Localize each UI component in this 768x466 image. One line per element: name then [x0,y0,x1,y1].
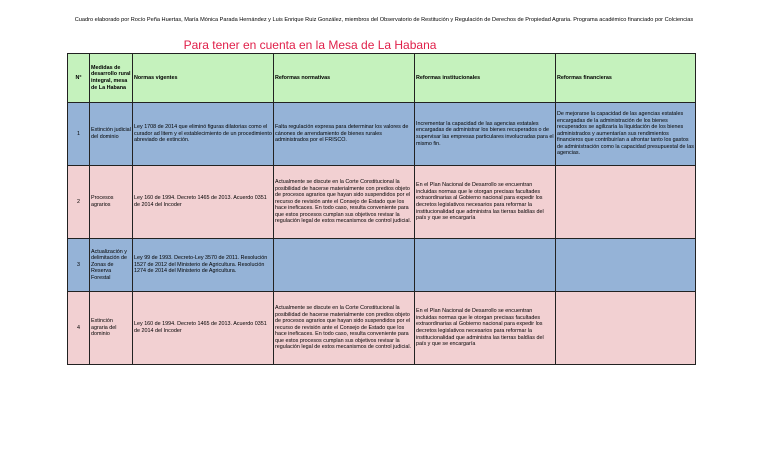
cell-num: 4 [68,292,90,365]
cell-medida: Extinción agraria del dominio [90,292,133,365]
cell-medida: Procesos agrarios [90,166,133,239]
header-normas-vigentes: Normas vigentes [133,54,274,103]
credit-line: Cuadro elaborado por Rocío Peña Huertas, María Mónica Parada Hernández y Luis Enrique Ruiz González, miembros del Observatorio de Restitución y Regulación de Derechos de Propiedad Agraria. Programa académico financiado por Colciencias [74,17,694,23]
cell-normativas: Actualmente se discute en la Corte Constitucional la posibilidad de hacerse materialmente con predios objeto de procesos agrarios que hayan sido suspendidos por el recurso de revisión ante el Consejo de Estado que los hace ineficaces. En todo caso, resulta conveniente para que estos procesos cumplan sus objetivos revisar la regulación legal de estos mecanismos de control judicial. [274,292,415,365]
cell-normativas [274,239,415,292]
table-row [68,292,696,365]
table-row [68,239,696,292]
header-medidas: Medidas de desarrollo rural integral, mesa de La Habana [90,54,133,103]
table-row [68,103,696,166]
table-header-row [68,54,696,103]
page-title: Para tener en cuenta en la Mesa de La Habana [183,38,437,52]
cell-financieras: De mejorarse la capacidad de las agencias estatales encargadas de la administración de los bienes recuperados se agilizaría la liquidación de los bienes administrados y aumentarían sus rendimientos financieros que contribuirían a afrontar tanto los gastos de administración como la capacidad presupuestal de las agencias. [556,103,696,166]
cell-medida: Actualización y delimitación de Zonas de Reserva Forestal [90,239,133,292]
cell-normativas: Actualmente se discute en la Corte Constitucional la posibilidad de hacerse materialmente con predios objeto de procesos agrarios que hayan sido suspendidos por el recurso de revisión ante el Consejo de Estado que los hace ineficaces. En todo caso, resulta conveniente para que estos procesos cumplan sus objetivos revisar la regulación legal de estos mecanismos de control judicial. [274,166,415,239]
cell-medida: Extinción judicial del dominio [90,103,133,166]
header-num: N° [68,54,90,103]
cell-institucionales: Incrementar la capacidad de las agencias estatales encargadas de administrar los bienes recuperados o de supervisar las empresas particulares involucradas para el mismo fin. [415,103,556,166]
cell-num: 3 [68,239,90,292]
cell-normativas: Falta regulación expresa para determinar los valores de cánones de arrendamiento de bienes rurales administrados por el FRISCO. [274,103,415,166]
cell-normas: Ley 1708 de 2014 que eliminó figuras dilatorias como el curador ad litem y el establecimiento de un procedimiento abreviado de extinción. [133,103,274,166]
cell-normas: Ley 160 de 1994. Decreto 1465 de 2013. Acuerdo 0351 de 2014 del Incoder [133,166,274,239]
header-reformas-normativas: Reformas normativas [274,54,415,103]
cell-num: 2 [68,166,90,239]
cell-financieras [556,239,696,292]
table-row [68,166,696,239]
cell-institucionales: En el Plan Nacional de Desarrollo se encuentran incluidas normas que le otorgan precisas facultades extraordinarias al Gobierno nacional para expedir los decretos legislativos necesarios para reformar la institucionalidad que administra las tierras baldías del país y que se encargaría [415,292,556,365]
cell-normas: Ley 99 de 1993. Decreto-Ley 3570 de 2011. Resolución 1527 de 2012 del Ministerio de Agricultura. Resolución 1274 de 2014 del Ministerio de Agricultura. [133,239,274,292]
cell-financieras [556,166,696,239]
cell-normas: Ley 160 de 1994. Decreto 1465 de 2013. Acuerdo 0351 de 2014 del Incoder [133,292,274,365]
header-reformas-institucionales: Reformas institucionales [415,54,556,103]
cell-institucionales: En el Plan Nacional de Desarrollo se encuentran incluidas normas que le otorgan precisas facultades extraordinarias al Gobierno nacional para expedir los decretos legislativos necesarios para reformar la institucionalidad que administra las tierras baldías del país y que se encargaría [415,166,556,239]
cell-num: 1 [68,103,90,166]
reforms-table [67,53,696,365]
header-reformas-financieras: Reformas financieras [556,54,696,103]
cell-financieras [556,292,696,365]
cell-institucionales [415,239,556,292]
